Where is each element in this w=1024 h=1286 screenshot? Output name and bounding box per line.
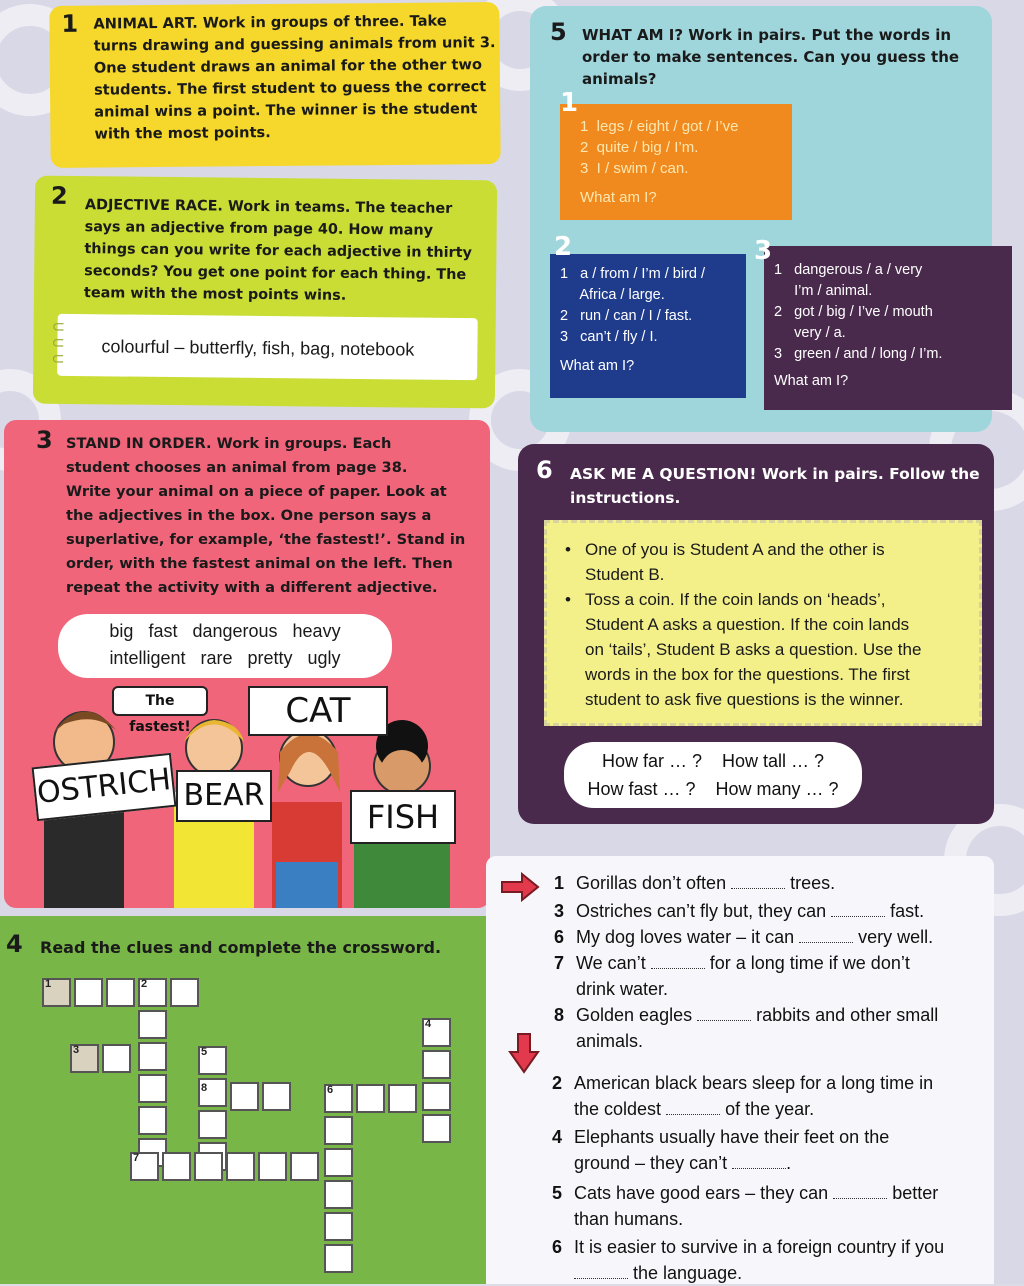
- crossword-cell[interactable]: [324, 1180, 353, 1209]
- crossword-cell[interactable]: [102, 1044, 131, 1073]
- answer-blank[interactable]: [574, 1278, 628, 1279]
- sign-bear: BEAR: [176, 770, 272, 822]
- crossword-number: 4: [425, 1018, 432, 1030]
- instruction-bullet: • Toss a coin. If the coin lands on ‘heads’, Student A asks a question. If the coin lands on ‘tails’, Student B asks a question. Use the words in the box for the questions. The first student to ask five questions is the winner.: [561, 587, 979, 712]
- card-3: [764, 246, 1012, 410]
- card-item: 3 green / and / long / I’m.: [774, 346, 943, 362]
- card-2: [550, 254, 746, 398]
- clue-across-8: 8 Golden eagles rabbits and other small animals.: [554, 1005, 939, 1051]
- arrow-right-icon: [500, 872, 540, 902]
- activity-5-panel: [530, 6, 992, 432]
- answer-blank[interactable]: [799, 942, 853, 943]
- activity-number: 1: [61, 9, 79, 38]
- card-1: [560, 104, 792, 220]
- answer-blank[interactable]: [732, 1168, 786, 1169]
- notebook-rings-icon: ⊂ ⊂ ⊂: [51, 318, 66, 368]
- clue-across-1: 1 Gorillas don’t often trees.: [554, 873, 836, 893]
- card-item: 1 legs / eight / got / I’ve: [580, 118, 739, 135]
- clue-across-6: 6 My dog loves water – it can very well.: [554, 927, 934, 947]
- card-1-number: 1: [560, 88, 579, 118]
- crossword-cell[interactable]: [290, 1152, 319, 1181]
- card-item: 2 run / can / I / fast.: [560, 308, 693, 324]
- crossword-cell[interactable]: [388, 1084, 417, 1113]
- activity-number: 5: [550, 18, 567, 46]
- crossword-cell[interactable]: [138, 1010, 167, 1039]
- activity-2-panel: [33, 176, 497, 409]
- sign-cat: CAT: [248, 686, 388, 736]
- answer-blank[interactable]: [831, 916, 885, 917]
- crossword-cell[interactable]: [138, 1074, 167, 1103]
- card-item: 3 I / swim / can.: [580, 160, 689, 177]
- crossword-number: 8: [201, 1082, 208, 1094]
- example-text: colourful – butterfly, fish, bag, notebook: [101, 336, 415, 360]
- card-question: What am I?: [774, 373, 849, 389]
- crossword-instruction: Read the clues and complete the crossword.: [40, 938, 442, 957]
- clue-across-7: 7 We can’t for a long time if we don’t drink water.: [554, 953, 910, 999]
- card-3-number: 3: [754, 236, 773, 266]
- crossword-cell[interactable]: [324, 1244, 353, 1273]
- instruction-bullet: • One of you is Student A and the other is Student B.: [561, 537, 979, 587]
- adjective-box: [58, 614, 392, 678]
- crossword-cell[interactable]: [324, 1212, 353, 1241]
- activity-4-panel: [0, 916, 498, 1284]
- activity-instructions: ANIMAL ART. Work in groups of three. Take turns drawing and guessing animals from unit 3. One student draws an animal for the other two students. The first student to guess the correct animal wins a point. The winner is the student with the most points.: [93, 12, 496, 143]
- bullet-icon: •: [565, 540, 571, 559]
- adjective-row: intelligent rare pretty ugly: [109, 648, 341, 668]
- crossword-cell[interactable]: [226, 1152, 255, 1181]
- answer-blank[interactable]: [666, 1114, 720, 1115]
- crossword-number: 5: [201, 1046, 208, 1058]
- crossword-number: 6: [327, 1084, 334, 1096]
- clue-across-3: 3 Ostriches can’t fly but, they can fast.: [554, 901, 925, 921]
- crossword-cell[interactable]: [422, 1082, 451, 1111]
- card-item: 3 can’t / fly / I.: [560, 329, 658, 345]
- card-item: very / a.: [774, 325, 846, 341]
- crossword-cell[interactable]: [356, 1084, 385, 1113]
- crossword-cell[interactable]: [194, 1152, 223, 1181]
- clue-down-4: 4 Elephants usually have their feet on the ground – they can’t .: [552, 1127, 890, 1173]
- crossword-cell[interactable]: [198, 1110, 227, 1139]
- answer-blank[interactable]: [731, 888, 785, 889]
- activity-number: 2: [50, 181, 68, 210]
- activity-3-panel: [4, 420, 490, 908]
- clue-down-5: 5 Cats have good ears – they can better than humans.: [552, 1183, 939, 1229]
- activity-instructions: ASK ME A QUESTION! Work in pairs. Follow the instructions.: [570, 465, 980, 507]
- crossword-cell[interactable]: [106, 978, 135, 1007]
- clue-down-6: 6 It is easier to survive in a foreign country if you the language.: [552, 1237, 945, 1283]
- sign-fish: FISH: [350, 790, 456, 844]
- crossword-cell[interactable]: [324, 1116, 353, 1145]
- card-item: 1 dangerous / a / very: [774, 262, 923, 278]
- crossword-number: 3: [73, 1044, 80, 1056]
- card-question: What am I?: [560, 358, 635, 374]
- crossword-number: 2: [141, 978, 148, 990]
- activity-number: 4: [6, 930, 23, 958]
- clue-down-2: 2 American black bears sleep for a long time in the coldest of the year.: [552, 1073, 934, 1119]
- crossword-number: 1: [45, 978, 52, 990]
- activity-number: 3: [36, 426, 53, 454]
- card-2-number: 2: [554, 232, 573, 262]
- answer-blank[interactable]: [651, 968, 705, 969]
- instructions-box: [544, 520, 982, 726]
- sign-ostrich: OSTRICH: [32, 753, 177, 821]
- answer-blank[interactable]: [697, 1020, 751, 1021]
- question-row: How fast … ? How many … ?: [587, 779, 839, 799]
- activity-6-panel: [518, 444, 994, 824]
- crossword-cell[interactable]: [324, 1148, 353, 1177]
- card-item: Africa / large.: [560, 287, 665, 303]
- card-item: 1 a / from / I’m / bird /: [560, 266, 706, 282]
- crossword-cell[interactable]: [422, 1050, 451, 1079]
- example-note: [51, 314, 478, 380]
- crossword-grid: [0, 916, 498, 1284]
- card-item: I’m / animal.: [774, 283, 873, 299]
- crossword-cell[interactable]: [262, 1082, 291, 1111]
- crossword-cell[interactable]: [422, 1114, 451, 1143]
- crossword-cell[interactable]: [162, 1152, 191, 1181]
- crossword-cell[interactable]: [74, 978, 103, 1007]
- answer-blank[interactable]: [833, 1198, 887, 1199]
- crossword-cell[interactable]: [258, 1152, 287, 1181]
- crossword-cell[interactable]: [170, 978, 199, 1007]
- activity-1-panel: [49, 2, 500, 168]
- crossword-clues-panel: [486, 856, 994, 1284]
- activity-instructions: STAND IN ORDER. Work in groups. Each student chooses an animal from page 38. Write your animal on a piece of paper. Look at the adjectives in the box. One person says a superlative, for example, ‘the fastest!’. Stand in order, with the fastest animal on the left. Then repeat the activity with a different adjective.: [66, 435, 466, 596]
- crossword-cell[interactable]: [230, 1082, 259, 1111]
- speech-bubble: The fastest!: [112, 686, 208, 716]
- card-question: What am I?: [580, 189, 657, 206]
- crossword-number: 7: [133, 1152, 140, 1164]
- card-item: 2 quite / big / I’m.: [580, 139, 699, 156]
- card-item: 2 got / big / I’ve / mouth: [774, 304, 933, 320]
- question-row: How far … ? How tall … ?: [601, 751, 825, 771]
- activity-instructions: ADJECTIVE RACE. Work in teams. The teacher says an adjective from page 40. How many things can you write for each adjective in thirty seconds? You get one point for each thing. The team with the most points wins.: [83, 197, 472, 304]
- activity-number: 6: [536, 456, 553, 484]
- crossword-cell[interactable]: [138, 1042, 167, 1071]
- questions-box: [564, 742, 862, 808]
- arrow-down-icon: [508, 1032, 540, 1074]
- activity-instructions: WHAT AM I? Work in pairs. Put the words in order to make sentences. Can you guess the animals?: [582, 26, 960, 88]
- crossword-cell[interactable]: [138, 1106, 167, 1135]
- bullet-icon: •: [565, 590, 571, 609]
- adjective-row: big fast dangerous heavy: [109, 621, 341, 641]
